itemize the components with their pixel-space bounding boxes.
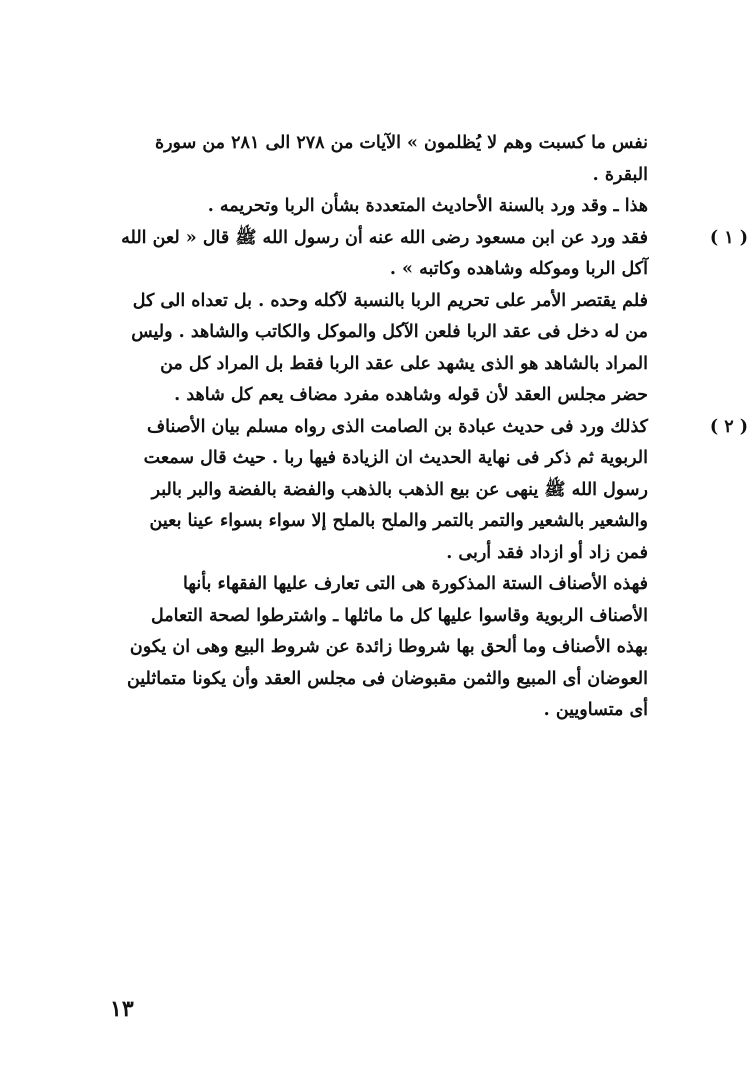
- item-body: [88, 412, 648, 570]
- page-number: ١٣: [110, 996, 134, 1022]
- text-line: كذلك ورد فى حديث عبادة بن الصامت الذى رواه مسلم بيان الأصناف: [146, 416, 648, 437]
- text-line: المراد بالشاهد هو الذى يشهد على عقد الربا فقط بل المراد كل من: [160, 353, 648, 374]
- text-line: من له دخل فى عقد الربا فلعن الآكل والموكل والكاتب والشاهد . وليس: [131, 322, 648, 342]
- text-line: فمن زاد أو ازداد فقد أربى .: [446, 542, 648, 563]
- text-line: رسول الله ﷺ ينهى عن بيع الذهب بالذهب والفضة بالفضة والبر بالبر: [151, 479, 648, 500]
- text-line: بهذه الأصناف وما ألحق بها شروطا زائدة عن شروط البيع وهى ان يكون: [129, 637, 648, 657]
- text-line: الأصناف الربوية وقاسوا عليها كل ما ماثلها ـ واشترطوا لصحة التعامل: [150, 605, 648, 626]
- text-line: فقد ورد عن ابن مسعود رضى الله عنه أن رسول الله ﷺ قال « لعن الله: [121, 227, 648, 248]
- text-line: والشعير بالشعير والتمر بالتمر والملح بالملح إلا سواء بسواء عينا بعين: [149, 511, 648, 531]
- item-body: [88, 223, 648, 286]
- text-line: فلم يقتصر الأمر على تحريم الربا بالنسبة لآكله وحده . بل تعداه الى كل: [132, 290, 648, 311]
- text-line: حضر مجلس العقد لأن قوله وشاهده مفرد مضاف يعم كل شاهد .: [174, 385, 648, 405]
- text-line: أى متساويين .: [543, 700, 648, 720]
- item-number: ( ١ ): [709, 227, 748, 248]
- text-line: فهذه الأصناف الستة المذكورة هى التى تعارف عليها الفقهاء بأنها: [182, 574, 648, 594]
- text-line: نفس ما كسبت وهم لا يُظلمون » الآيات من ٢٧٨ الى ٢٨١ من سورة: [154, 133, 648, 153]
- text-line: هذا ـ وقد ورد بالسنة الأحاديث المتعددة بشأن الربا وتحريمه .: [207, 196, 648, 216]
- body-text: [88, 128, 748, 727]
- numbered-item-2: [88, 412, 748, 570]
- text-line: العوضان أى المبيع والثمن مقبوضان فى مجلس العقد وأن يكونا متماثلين: [126, 668, 648, 689]
- numbered-item-1: [88, 223, 748, 286]
- text-line: الربوية ثم ذكر فى نهاية الحديث ان الزيادة فيها ربا . حيث قال سمعت: [143, 448, 648, 468]
- paragraph-2: [88, 191, 648, 223]
- paragraph-1: [88, 128, 648, 191]
- paragraph-6: [88, 569, 648, 727]
- paragraph-4: [88, 286, 648, 412]
- text-line: آكل الربا وموكله وشاهده وكاتبه » .: [389, 259, 648, 279]
- text-line: البقرة .: [592, 164, 648, 185]
- item-number: ( ٢ ): [709, 416, 748, 437]
